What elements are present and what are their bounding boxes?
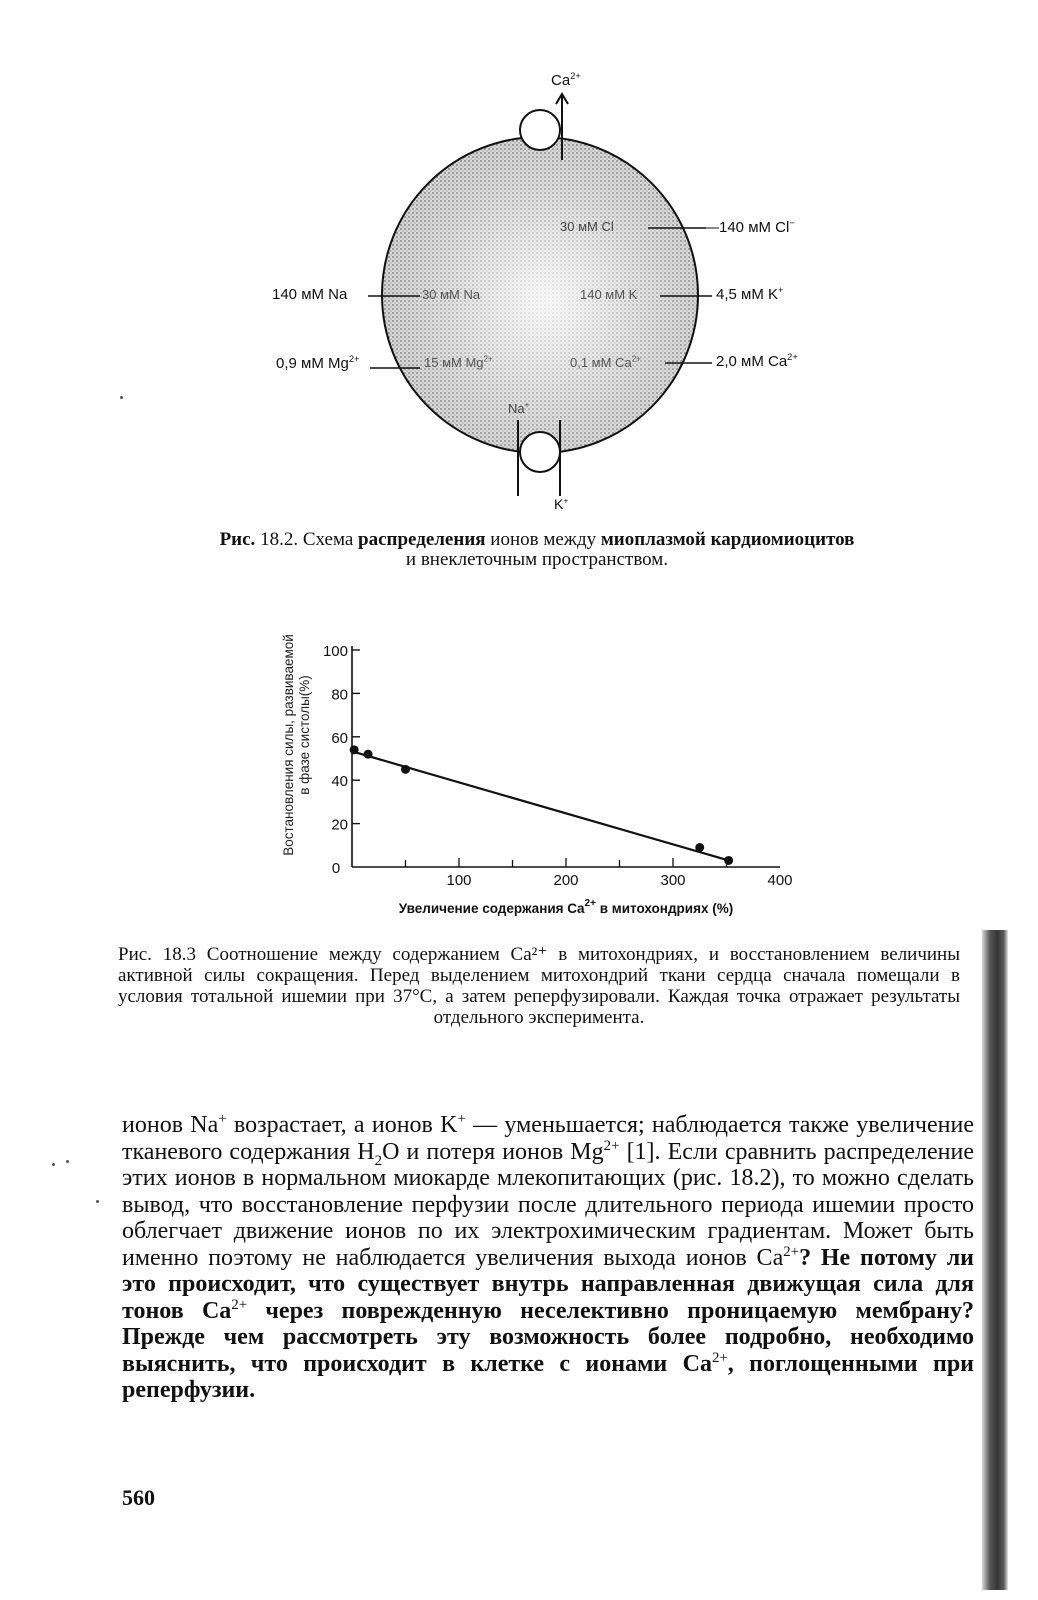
charge: + [218,1111,227,1127]
label-text: 0,1 мМ Ca [570,355,632,370]
label-text: 140 мМ K [580,287,638,302]
label-text: 30 мМ Na [422,287,481,302]
x-tick-label: 300 [660,872,686,889]
caption-number: 18.2. [260,529,299,550]
label-charge: 2+ [348,354,360,364]
scan-edge-shadow [982,930,1008,1590]
label-charge: 2+ [483,354,493,364]
label-charge: 2+ [787,352,798,362]
data-point [401,765,410,774]
text-run: через поврежденную неселективно проницаемую мембрану? Прежде чем рассмотреть эту возможность более подробно, необходимо выяснить, что происходит в клетке с ионами Ca [122,1297,974,1377]
text-run: O и потеря ионов Mg [382,1138,604,1165]
top-ion-charge: 2+ [570,71,581,81]
y-tick-label: 80 [331,686,348,704]
y-tick-label: 60 [331,729,348,747]
charge: 2+ [603,1137,620,1154]
label-charge: − [789,218,795,228]
trend-line [354,752,729,861]
y-tick-label: 20 [331,816,348,834]
data-point [724,856,733,865]
caption-lead: Рис. [219,529,256,550]
label-text: 0,9 мМ Mg [276,355,349,372]
text-run: ионов Na [122,1112,219,1138]
caption-line-2: и внеклеточным пространством. [405,549,669,570]
x-tick-label: 400 [767,872,793,889]
caption-word: распределения [358,529,486,550]
bottom-ion-text: K [554,496,564,512]
paragraph-text [122,1112,974,1404]
top-ion-text: Ca [551,72,571,89]
charge: 2+ [231,1296,248,1313]
label-text: 4,5 мМ K [716,286,778,303]
x-axis-label: Увеличение содержания $Ca^{2+}$ в митохондриях (%) [398,898,734,916]
scan-speck [66,1160,69,1163]
bottom-ion-charge: + [563,495,569,506]
figure-18-3-caption [118,944,960,1028]
label-text: Na [508,401,525,416]
page-number: 560 [122,1485,155,1510]
origin-label: 0 [331,860,341,877]
x-tick-label: 100 [446,872,472,889]
data-point [695,843,704,852]
label-charge: + [524,400,530,410]
label-text: 30 мМ Cl [560,219,614,234]
text-run: — уменьшается; наблюдается также увеличение тканевого содержания H [122,1112,974,1165]
y-axis-label-line-1: Востановления силы, развиваемой [281,634,296,856]
charge: + [457,1111,466,1127]
charge: 2+ [783,1243,800,1260]
text-run: , поглощенными при реперфузии. [122,1350,974,1403]
y-axis-label-line-2: в фазе систолы(%) [297,675,312,795]
charge: 2+ [711,1349,728,1366]
caption-word: миоплазмой кардиомиоцитов [600,529,855,550]
scan-speck [120,396,123,399]
label-text: —140 мМ Cl [704,219,790,236]
scan-speck [96,1200,99,1203]
figure-18-3-caption-text: Рис. 18.3 Соотношение между содержанием Ca²⁺ в митохондриях, и восстановлением величины активной силы сокращения. Перед выделением митохондрий ткани сердца сначала помещали в условия тотальной ишемии при 37°С, а затем реперфузировали. Каждая точка отражает результаты отдельного эксперимента. [118,944,960,1028]
caption-word: ионов между [490,529,597,550]
caption-word: Схема [302,529,354,550]
label-charge: 2+ [631,354,641,364]
label-text: 2,0 мМ Ca [716,353,788,370]
text-run: ? Не потому ли это происходит, что существует внутрь направленная движущая сила для тонов Ca [122,1244,975,1324]
label-text: 15 мМ Mg [424,355,484,370]
data-point [350,745,359,754]
label-text: 140 мМ Na [272,286,348,303]
subscript: 2 [374,1152,383,1169]
label-charge: + [778,285,784,295]
scan-speck [52,1163,55,1166]
data-point [364,750,373,759]
y-tick-label: 40 [331,773,348,791]
x-tick-label: 200 [553,872,579,889]
y-tick-label: 100 [322,643,348,660]
text-run: возрастает, а ионов K [226,1112,458,1138]
body-paragraph [122,1112,974,1404]
text-run: [1]. Если сравнить распределение этих ионов в нормальном миокарде млекопитающих (рис. 18.2), то можно сделать вывод, что восстановление перфузии после длительного периода ишемии просто облегчает движение ионов по их электрохимическим градиентам. Может быть именно поэтому не наблюдается увеличения выхода ионов Ca [122,1138,975,1271]
